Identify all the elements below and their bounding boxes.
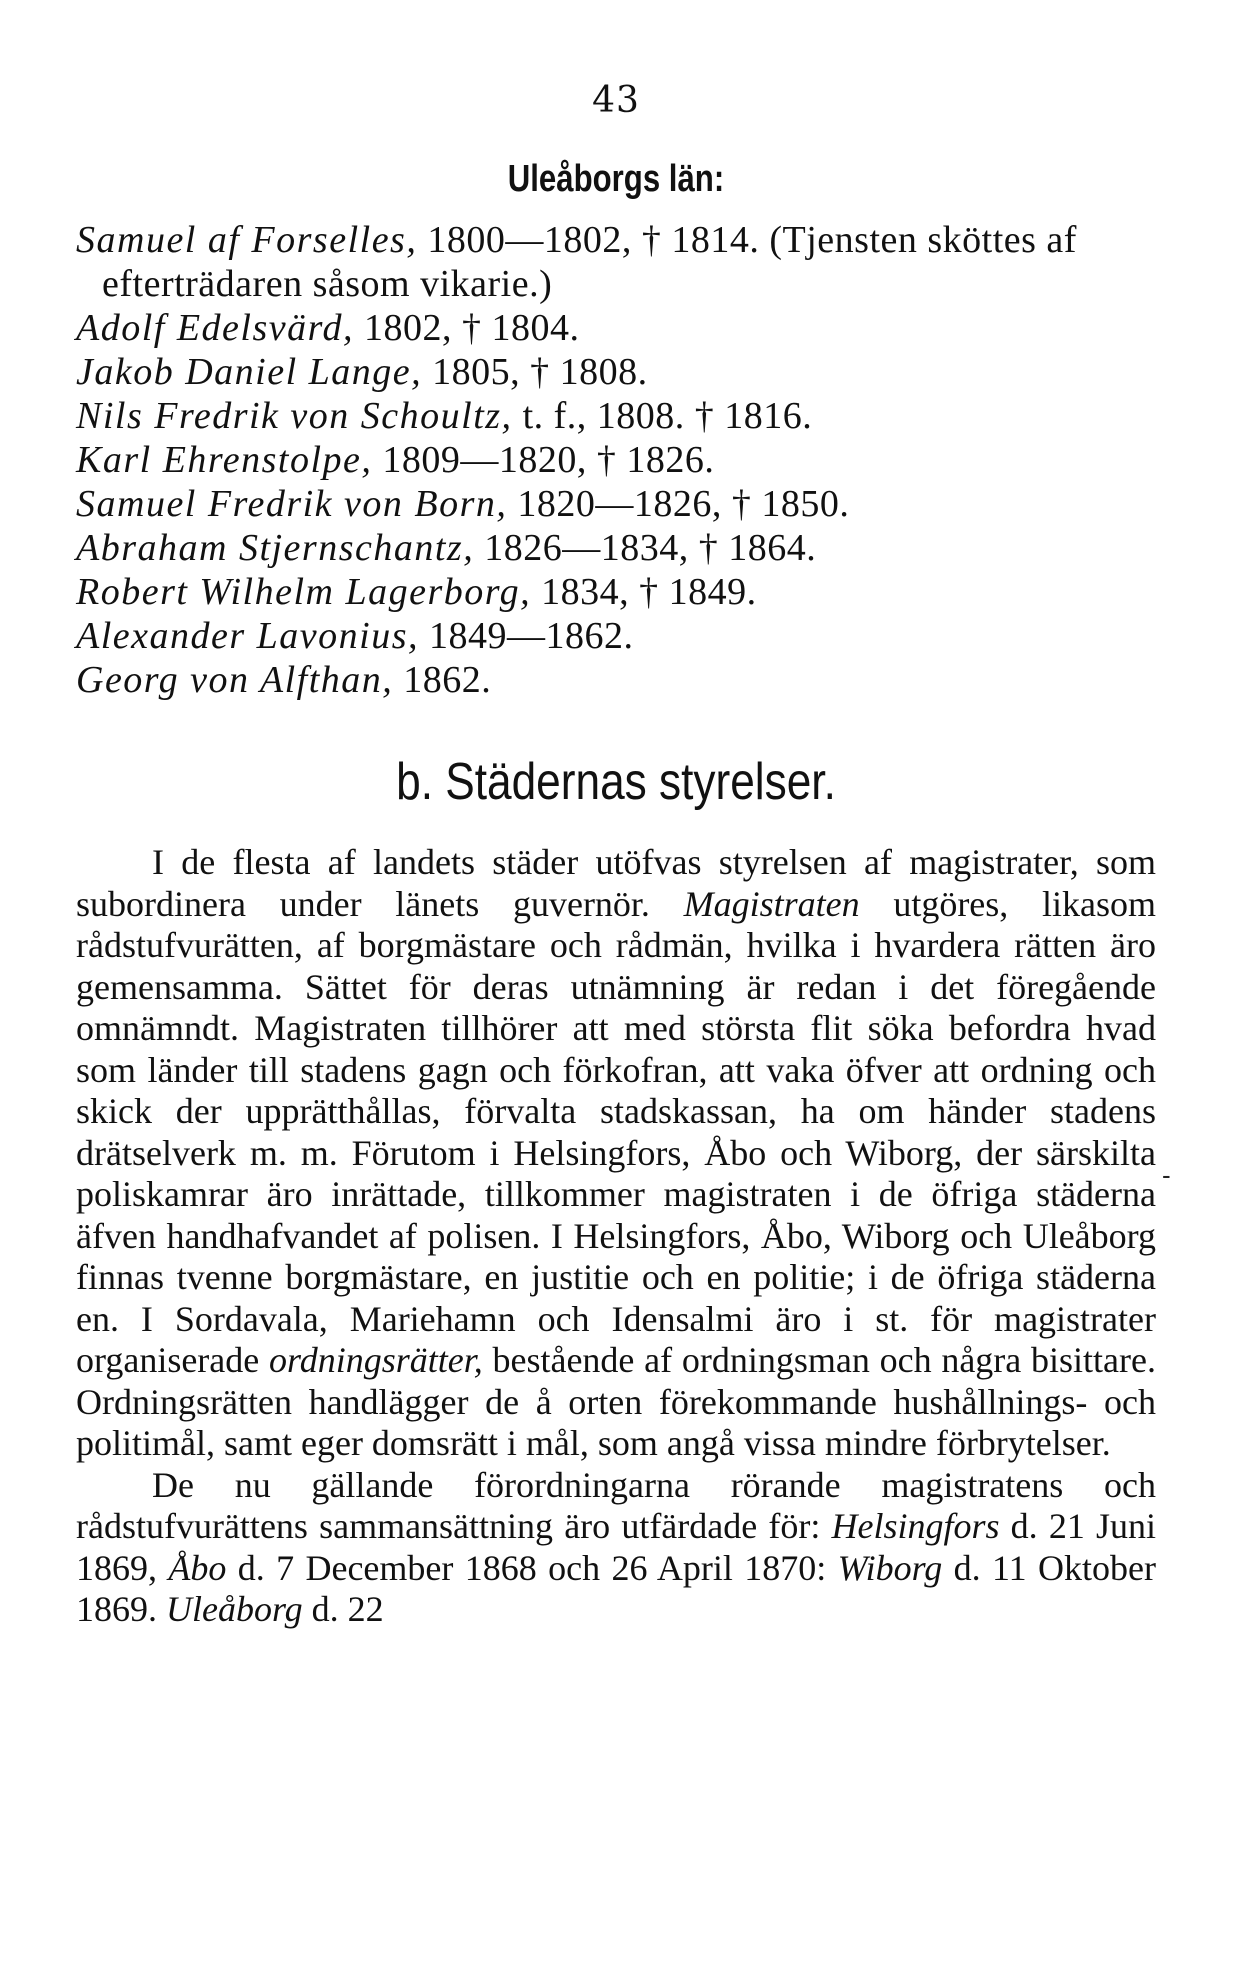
governor-dates: 1802, † 1804. <box>354 307 580 349</box>
city-name: Helsingfors <box>831 1506 1000 1546</box>
governor-name: Samuel af Forselles, <box>76 219 418 261</box>
text-run: utgöres, likasom rådstufvurätten, af borgmästare och rådmän, hvilka i hvardera rätten äro gemensamma. Sättet för deras utnämning är redan i det föregående omnämndt. Magistraten tillhörer att med största flit söka befordra hvad som länder till stadens gagn och förkofran, att vaka öfver att ordning och skick der upprätthållas, förvalta stadskassan, ha om händer stadens drätselverk m. m. Förutom i Helsingfors, Åbo och Wiborg, der särskilta poliskamrar äro inrättade, tillkommer magistraten i de öfriga städerna äfven handhafvandet af polisen. I Helsingfors, Åbo, Wiborg och Uleåborg finnas tvenne borgmästare, en justitie och en politie; i de öfriga städerna en. I Sordavala, Mariehamn och Idensalmi äro i st. för magistrater organiserade <box>76 883 1156 1380</box>
governor-name: Samuel Fredrik von Born, <box>76 483 508 525</box>
page <box>76 0 1156 1964</box>
governor-dates: 1862. <box>393 659 492 701</box>
governor-dates: 1820—1826, † 1850. <box>507 483 850 525</box>
emphasis-term: Magistraten <box>683 883 860 924</box>
city-name: Wiborg <box>837 1547 943 1588</box>
governor-dates: 1805, † 1808. <box>422 351 648 393</box>
governor-dates: 1834, † 1849. <box>531 571 757 613</box>
city-name: Uleåborg <box>166 1589 303 1629</box>
paragraph-magistrates <box>76 842 1156 1465</box>
governor-entry <box>76 482 1156 526</box>
margin-mark: - <box>1162 1160 1171 1190</box>
governor-name: Alexander Lavonius, <box>76 615 420 657</box>
governor-entry <box>76 306 1156 350</box>
governor-dates: 1826—1834, † 1864. <box>474 527 817 569</box>
governor-dates: 1800—1802, † 1814. (Tjensten sköttes af efterträdaren såsom vikarie.) <box>102 219 1077 305</box>
governor-name: Nils Fredrik von Schoultz, <box>76 395 513 437</box>
governor-name: Jakob Daniel Lange, <box>76 351 423 393</box>
governor-entry <box>76 658 1156 702</box>
governor-name: Abraham Stjernschantz, <box>76 527 475 569</box>
text-run: d. 21 Juni 1869, <box>76 1506 1156 1588</box>
governor-list <box>76 218 1156 702</box>
subsection-heading: b. Städernas styrelser. <box>396 753 836 811</box>
governor-entry <box>76 614 1156 658</box>
text-run: d. 7 December 1868 och 26 April 1870: <box>226 1547 838 1588</box>
governor-entry <box>76 570 1156 614</box>
emphasis-term: ordningsrätter, <box>269 1340 483 1380</box>
governor-entry <box>76 394 1156 438</box>
governor-entry <box>76 218 1156 306</box>
page-number: 43 <box>592 80 640 121</box>
governor-dates: 1849—1862. <box>419 615 634 657</box>
governor-dates: 1809—1820, † 1826. <box>372 439 715 481</box>
governor-dates: t. f., 1808. † 1816. <box>512 395 813 437</box>
governor-name: Robert Wilhelm Lagerborg, <box>76 571 532 613</box>
governor-name: Adolf Edelsvärd, <box>76 307 354 349</box>
text-run: d. 22 <box>302 1589 384 1629</box>
paragraph-ordinances <box>76 1465 1156 1631</box>
text-run: d. 11 Oktober 1869. <box>76 1547 1156 1629</box>
text-run: bestående af ordningsman och några bisittare. Ordningsrätten handlägger de å orten förekommande hushållnings- och politimål, samt eger domsrätt i mål, som angå vissa mindre förbrytelser. <box>76 1340 1156 1463</box>
governor-entry <box>76 350 1156 394</box>
body-text <box>76 842 1156 1631</box>
text-run: De nu gällande förordningarna rörande magistratens och rådstufvurättens sammansättning äro utfärdade för: <box>76 1464 1156 1546</box>
governor-name: Georg von Alfthan, <box>76 659 394 701</box>
governor-entry <box>76 438 1156 482</box>
section-heading: Uleåborgs län: <box>507 158 725 200</box>
city-name: Åbo <box>168 1547 227 1588</box>
text-run: I de flesta af landets städer utöfvas styrelsen af magistrater, som subordinera under länets guvernör. <box>76 842 1156 924</box>
governor-entry <box>76 526 1156 570</box>
governor-name: Karl Ehrenstolpe, <box>76 439 373 481</box>
